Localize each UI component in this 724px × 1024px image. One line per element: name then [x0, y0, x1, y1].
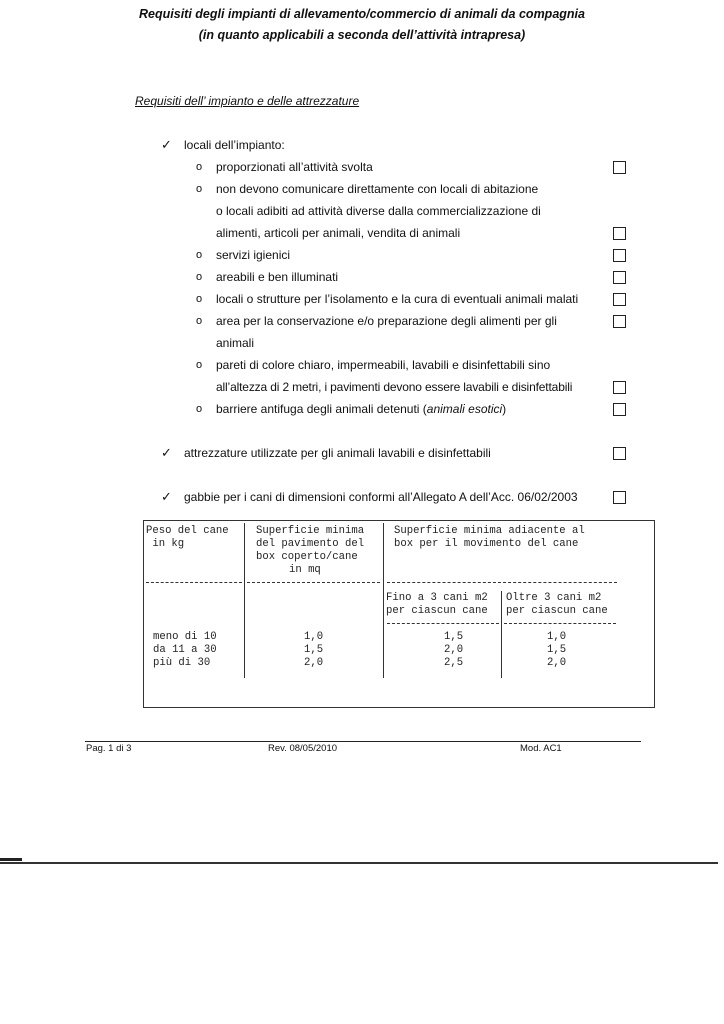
footer-module: Mod. AC1 — [520, 743, 562, 754]
checkbox-areabili[interactable] — [613, 271, 626, 284]
bullet-icon: o — [196, 359, 203, 371]
item-proporzionati: proporzionati all’attività svolta — [216, 160, 373, 174]
footer-rule — [85, 741, 641, 742]
section-title: Requisiti dell’ impianto e delle attrezzature — [135, 94, 360, 108]
item-isolamento: locali o strutture per l’isolamento e la cura di eventuali animali malati — [216, 292, 579, 306]
checkbox-isolamento[interactable] — [613, 293, 626, 306]
checkbox-attrezzature[interactable] — [613, 447, 626, 460]
item-area-alimenti-cont: animali — [216, 336, 255, 350]
item-non-comunicare: non devono comunicare direttamente con locali di abitazione — [216, 182, 539, 196]
table-header-rule — [146, 582, 242, 583]
bullet-icon: o — [196, 403, 203, 415]
checkbox-area-alimenti[interactable] — [613, 315, 626, 328]
item-non-comunicare-cont1: o locali adibiti ad attività diverse dalla commercializzazione di — [216, 204, 541, 218]
item-areabili: areabili e ben illuminati — [216, 270, 339, 284]
table-column-divider — [244, 523, 245, 678]
header-superficie: Superficie minima — [256, 525, 365, 537]
scan-edge-mark — [0, 858, 22, 861]
item-pareti-cont: all’altezza di 2 metri, i pavimenti devono essere lavabili e disinfettabili — [216, 380, 573, 394]
header-superficie-2: del pavimento del — [256, 538, 365, 550]
cell-fino: 2,5 — [444, 657, 464, 669]
checkbox-gabbie[interactable] — [613, 491, 626, 504]
bullet-icon: o — [196, 293, 203, 305]
checkmark-icon: ✓ — [161, 137, 172, 152]
cell-sup: 1,0 — [304, 631, 324, 643]
item-attrezzature: attrezzature utilizzate per gli animali lavabili e disinfettabili — [184, 446, 491, 460]
table-header-rule — [247, 582, 380, 583]
table-header-rule — [387, 582, 617, 583]
cell-oltre: 2,0 — [547, 657, 567, 669]
bullet-icon: o — [196, 161, 203, 173]
item-pareti: pareti di colore chiaro, impermeabili, lavabili e disinfettabili sino — [216, 358, 551, 372]
cell-sup: 1,5 — [304, 644, 324, 656]
cell-oltre: 1,0 — [547, 631, 567, 643]
checkbox-servizi-igienici[interactable] — [613, 249, 626, 262]
checkbox-non-comunicare[interactable] — [613, 227, 626, 240]
checkmark-icon: ✓ — [161, 445, 172, 460]
item-barriere-italic: animali esotici — [426, 402, 503, 416]
checkbox-proporzionati[interactable] — [613, 161, 626, 174]
header-superficie-4: in mq — [289, 564, 321, 576]
header-adiacente-2: box per il movimento del cane — [394, 538, 579, 550]
cell-fino: 1,5 — [444, 631, 464, 643]
item-barriere-close: ) — [502, 402, 507, 416]
bullet-icon: o — [196, 315, 203, 327]
table-column-divider — [383, 523, 384, 678]
item-servizi-igienici: servizi igienici — [216, 248, 291, 262]
bullet-icon: o — [196, 271, 203, 283]
header-fino: Fino a 3 cani m2 — [386, 592, 488, 604]
item-non-comunicare-cont2: alimenti, articoli per animali, vendita di animali — [216, 226, 461, 240]
header-peso: Peso del cane — [146, 525, 229, 537]
table-subheader-rule — [387, 623, 499, 624]
footer-page: Pag. 1 di 3 — [86, 743, 132, 754]
header-peso-unit: in kg — [146, 538, 185, 550]
bullet-icon: o — [196, 183, 203, 195]
checkbox-pareti[interactable] — [613, 381, 626, 394]
table-subheader-rule — [504, 623, 616, 624]
cell-peso: più di 30 — [153, 657, 211, 669]
item-area-alimenti: area per la conservazione e/o preparazione degli alimenti per gli — [216, 314, 557, 328]
cell-fino: 2,0 — [444, 644, 464, 656]
checkbox-barriere[interactable] — [613, 403, 626, 416]
table-column-divider — [501, 591, 502, 678]
locali-label: locali dell’impianto: — [184, 138, 285, 152]
bullet-icon: o — [196, 249, 203, 261]
dog-space-table — [143, 520, 655, 708]
cell-peso: da 11 a 30 — [153, 644, 217, 656]
document-subtitle: (in quanto applicabili a seconda dell’attività intrapresa) — [198, 28, 526, 42]
header-oltre: Oltre 3 cani m2 — [506, 592, 602, 604]
scan-edge-line — [0, 862, 718, 864]
header-oltre-2: per ciascun cane — [506, 605, 608, 617]
item-barriere-text: barriere antifuga degli animali detenuti ( — [216, 402, 427, 416]
footer-revision: Rev. 08/05/2010 — [268, 743, 338, 754]
document-title: Requisiti degli impianti di allevamento/commercio di animali da compagnia — [139, 7, 585, 21]
checkmark-icon: ✓ — [161, 489, 172, 504]
item-barriere — [216, 401, 506, 417]
header-adiacente: Superficie minima adiacente al — [394, 525, 585, 537]
cell-sup: 2,0 — [304, 657, 324, 669]
header-fino-2: per ciascun cane — [386, 605, 488, 617]
header-superficie-3: box coperto/cane — [256, 551, 358, 563]
cell-peso: meno di 10 — [153, 631, 217, 643]
cell-oltre: 1,5 — [547, 644, 567, 656]
item-gabbie: gabbie per i cani di dimensioni conformi all’Allegato A dell’Acc. 06/02/2003 — [184, 490, 578, 504]
